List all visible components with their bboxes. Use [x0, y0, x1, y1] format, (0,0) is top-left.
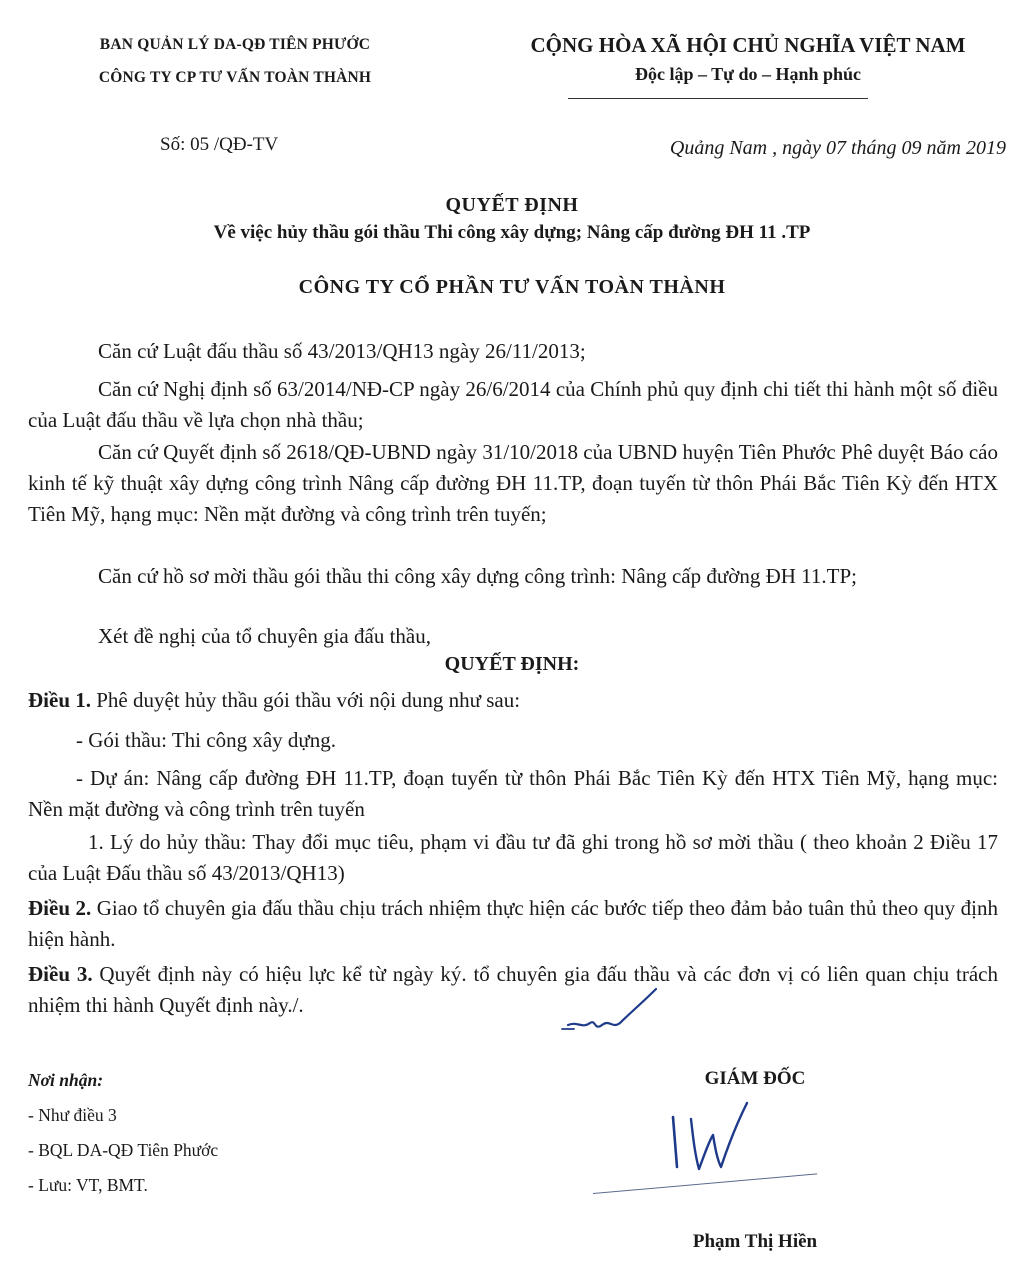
document-subtitle: Về việc hủy thầu gói thầu Thi công xây dựng; Nâng cấp đường ĐH 11 .TP	[213, 222, 811, 243]
signer-title: GIÁM ĐỐC	[704, 1068, 806, 1089]
recipient-item: - Lưu: VT, BMT.	[28, 1175, 148, 1195]
signer-name: Phạm Thị Hiền	[692, 1231, 818, 1252]
article-3	[28, 959, 998, 1021]
national-title: CỘNG HÒA XÃ HỘI CHỦ NGHĨA VIỆT NAM	[530, 33, 966, 57]
preamble-item: Căn cứ Quyết định số 2618/QĐ-UBND ngày 31/10/2018 của UBND huyện Tiên Phước Phê duyệt Báo cáo kinh tế kỹ thuật xây dựng công trình Nâng cấp đường ĐH 11.TP, đoạn tuyến từ thôn Phái Bắc Tiên Kỳ đến HTX Tiên Mỹ, hạng mục: Nền mặt đường và công trình trên tuyến;	[28, 440, 998, 526]
initials-mark	[560, 985, 670, 1040]
issuer-line-1: BAN QUẢN LÝ DA-QĐ TIÊN PHƯỚC	[99, 36, 371, 53]
decision-heading: QUYẾT ĐỊNH:	[444, 653, 580, 675]
article-1-item: - Dự án: Nâng cấp đường ĐH 11.TP, đoạn tuyến từ thôn Phái Bắc Tiên Kỳ đến HTX Tiên Mỹ, hạng mục: Nền mặt đường và công trình trên tuyến	[28, 766, 998, 821]
preamble-item: Căn cứ hồ sơ mời thầu gói thầu thi công xây dựng công trình: Nâng cấp đường ĐH 11.TP;	[98, 564, 857, 588]
document-date: Quảng Nam , ngày 07 tháng 09 năm 2019	[669, 137, 1006, 159]
document-number: Số: 05 /QĐ-TV	[160, 134, 279, 155]
national-motto: Độc lập – Tự do – Hạnh phúc	[634, 64, 862, 84]
national-header	[468, 30, 1024, 88]
article-1-item: 1. Lý do hủy thầu: Thay đổi mục tiêu, phạm vi đầu tư đã ghi trong hồ sơ mời thầu ( theo khoản 2 Điều 17 của Luật Đấu thầu số 43/2013/QH13)	[28, 830, 998, 885]
recipients-heading: Nơi nhận:	[28, 1070, 104, 1090]
preamble-item: Căn cứ Nghị định số 63/2014/NĐ-CP ngày 26/6/2014 của Chính phủ quy định chi tiết thi hành một số điều của Luật đấu thầu về lựa chọn nhà thầu;	[28, 377, 998, 432]
article-1-item: - Gói thầu: Thi công xây dựng.	[76, 728, 337, 752]
issuing-company: CÔNG TY CỔ PHẦN TƯ VẤN TOÀN THÀNH	[298, 276, 726, 298]
article-text: Quyết định này có hiệu lực kể từ ngày ký. tổ chuyên gia đấu thầu và các đơn vị có liên quan chịu trách nhiệm thi hành Quyết định này./.	[28, 962, 998, 1017]
article-label: Điều 2.	[28, 896, 92, 920]
article-label: Điều 1.	[28, 688, 91, 712]
preamble-item: Xét đề nghị của tổ chuyên gia đấu thầu,	[98, 624, 431, 648]
signature-mark	[655, 1097, 755, 1177]
preamble-item: Căn cứ Luật đấu thầu số 43/2013/QH13 ngày 26/11/2013;	[98, 339, 586, 363]
article-text: Giao tổ chuyên gia đấu thầu chịu trách nhiệm thực hiện các bước tiếp theo đảm bảo tuân thủ theo quy định hiện hành.	[28, 896, 998, 951]
recipient-item: - BQL DA-QĐ Tiên Phước	[28, 1140, 219, 1160]
recipients-block	[28, 1063, 218, 1203]
article-label: Điều 3.	[28, 962, 93, 986]
issuer-block	[40, 28, 430, 94]
article-text: Phê duyệt hủy thầu gói thầu với nội dung như sau:	[91, 688, 521, 712]
issuer-line-2: CÔNG TY CP TƯ VẤN TOÀN THÀNH	[98, 69, 372, 86]
recipient-item: - Như điều 3	[28, 1105, 117, 1125]
document-title: QUYẾT ĐỊNH	[445, 194, 579, 216]
motto-underline	[568, 98, 868, 99]
article-2	[28, 893, 998, 955]
article-1	[28, 685, 998, 716]
